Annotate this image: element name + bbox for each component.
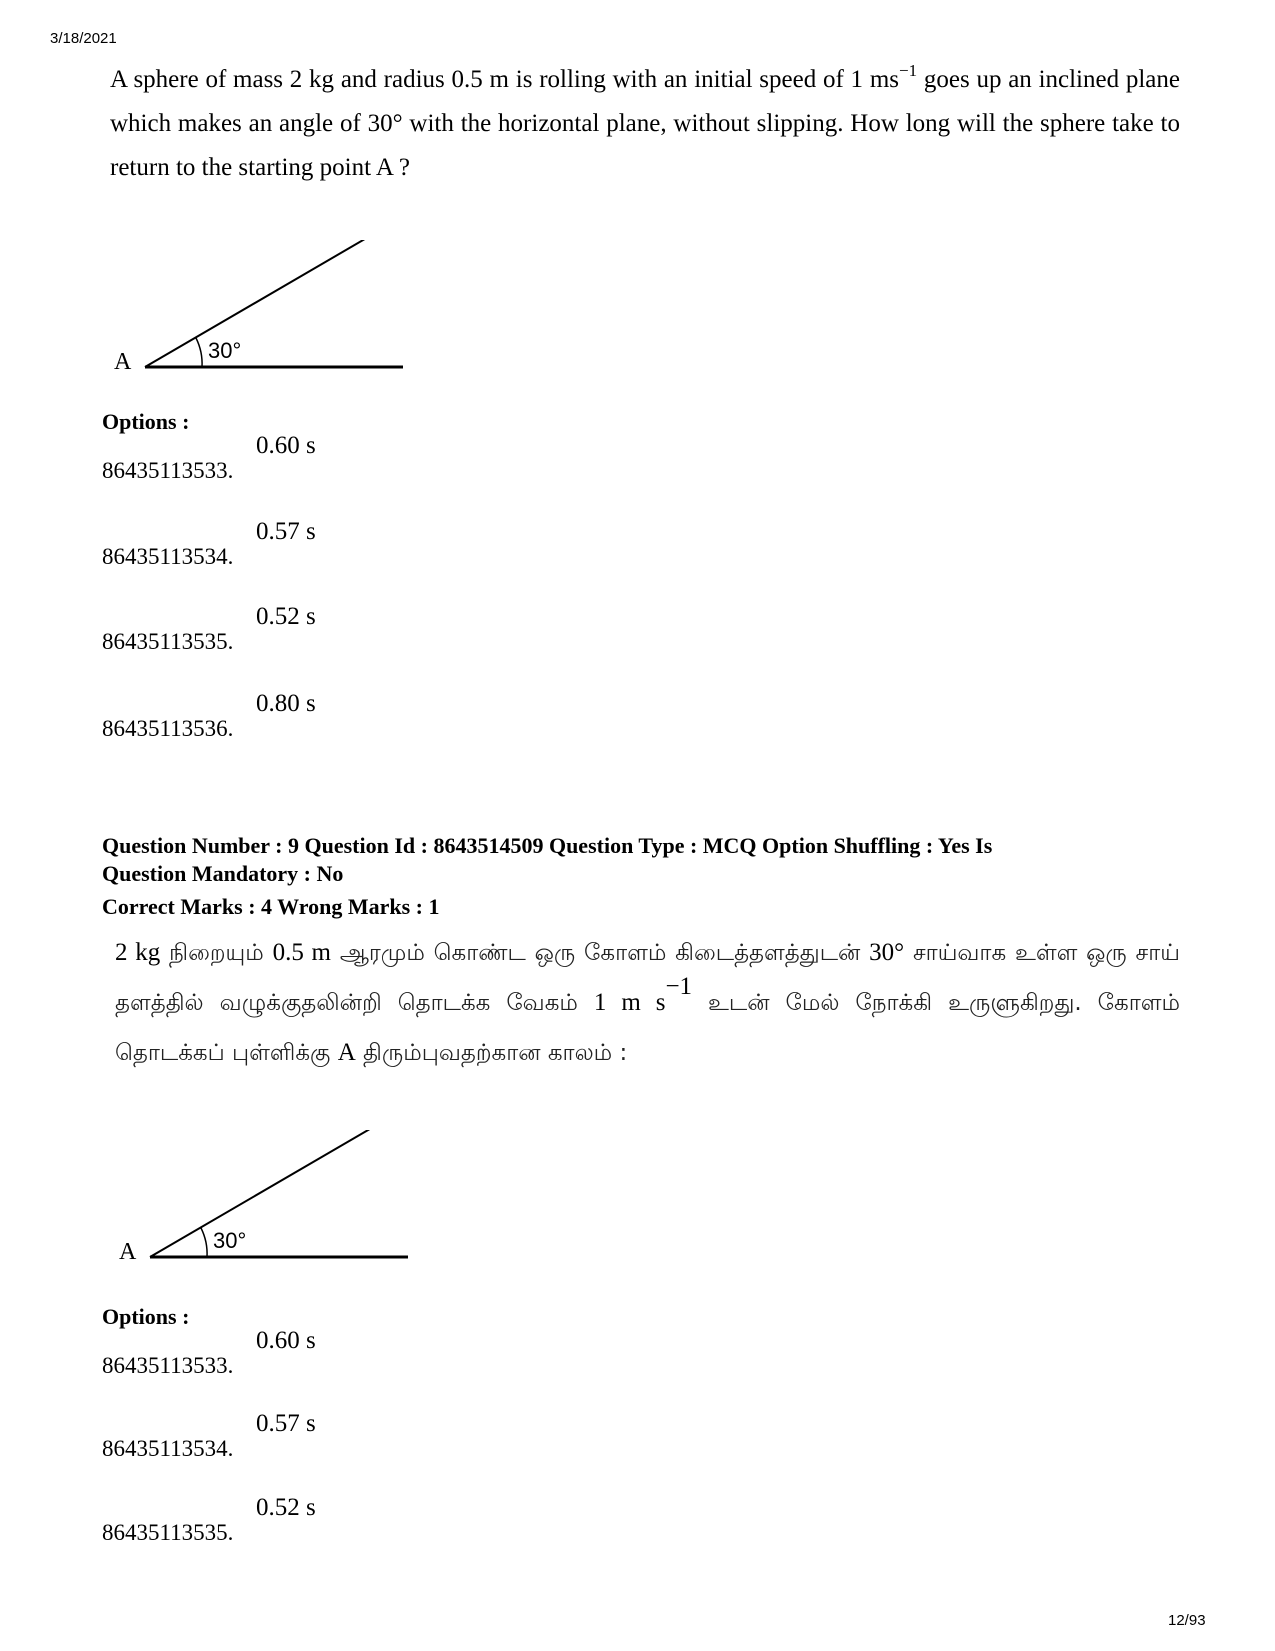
question-text-part: நிறையும்: [160, 940, 273, 966]
unit-exponent: −1: [665, 972, 693, 1000]
angle-label: 30°: [213, 1228, 247, 1253]
option-id: 86435113535.: [102, 629, 234, 654]
option-row[interactable]: [102, 428, 502, 488]
question-text-part: 2 kg: [115, 939, 161, 966]
page-number: 12/93: [1168, 1612, 1206, 1629]
angle-arc: [201, 1228, 207, 1257]
option-row[interactable]: [102, 514, 502, 574]
point-label: A: [114, 349, 132, 375]
question-text-part: goes up an inclined plane which makes an angle of 30° with the horizontal plane, without slipping. How long will the sphere take to return to the starting point A ?: [110, 66, 1180, 181]
angle-label: 30°: [208, 338, 242, 363]
question-text-part: ஆரமும் கொண்ட ஒரு கோளம் கிடைத்தளத்துடன்: [331, 940, 870, 966]
question-text-part: 1 m s: [593, 989, 666, 1016]
option-id: 86435113533.: [102, 1353, 234, 1378]
option-value: 0.57 s: [256, 1410, 316, 1437]
option-id: 86435113534.: [102, 1436, 234, 1461]
option-value: 0.57 s: [256, 518, 316, 545]
question-text-tamil: [115, 928, 1180, 1078]
inclined-plane-diagram: [110, 240, 430, 380]
incline-line: [145, 240, 370, 367]
option-row[interactable]: [102, 1490, 502, 1550]
option-id: 86435113533.: [102, 458, 234, 483]
question-text-english: [110, 58, 1180, 190]
options-label: Options :: [102, 409, 190, 434]
option-value: 0.52 s: [256, 1494, 316, 1521]
option-value: 0.60 s: [256, 432, 316, 459]
question-text-part: திரும்புவதற்கான காலம் :: [355, 1040, 628, 1066]
option-id: 86435113536.: [102, 716, 234, 741]
meta-line: Question Number : 9 Question Id : 8643514509 Question Type : MCQ Option Shuffling : Yes Is: [102, 833, 993, 858]
marks-info: Correct Marks : 4 Wrong Marks : 1: [102, 894, 440, 919]
option-row[interactable]: [102, 1406, 502, 1466]
option-row[interactable]: [102, 686, 502, 746]
question-text-part: 0.5 m: [272, 939, 332, 966]
option-value: 0.52 s: [256, 603, 316, 630]
point-label: A: [119, 1239, 137, 1265]
angle-arc: [196, 338, 202, 367]
option-row[interactable]: [102, 599, 502, 659]
question-text-part: A sphere of mass 2 kg and radius 0.5 m is rolling with an initial speed of 1 ms: [110, 66, 899, 93]
inclined-plane-diagram: [115, 1130, 435, 1270]
question-meta: [102, 832, 1202, 888]
options-label: Options :: [102, 1304, 190, 1329]
question-text-part: சாய்வாக உள்ள ஒரு சாய் தளத்தில் வழுக்குதலின்றி தொடக்க வேகம்: [115, 940, 1181, 1016]
question-text-part: 30°: [869, 939, 905, 966]
question-text-part: உடன் மேல் நோக்கி உருளுகிறது. கோளம் தொடக்கப் புள்ளிக்கு: [115, 990, 1181, 1066]
option-value: 0.80 s: [256, 690, 316, 717]
option-id: 86435113534.: [102, 544, 234, 569]
print-date: 3/18/2021: [50, 30, 117, 47]
option-value: 0.60 s: [256, 1327, 316, 1354]
meta-line: Question Mandatory : No: [102, 861, 344, 886]
option-row[interactable]: [102, 1323, 502, 1383]
unit-exponent: −1: [899, 60, 918, 80]
question-text-part: A: [337, 1039, 356, 1066]
incline-line: [150, 1130, 375, 1257]
option-id: 86435113535.: [102, 1520, 234, 1545]
